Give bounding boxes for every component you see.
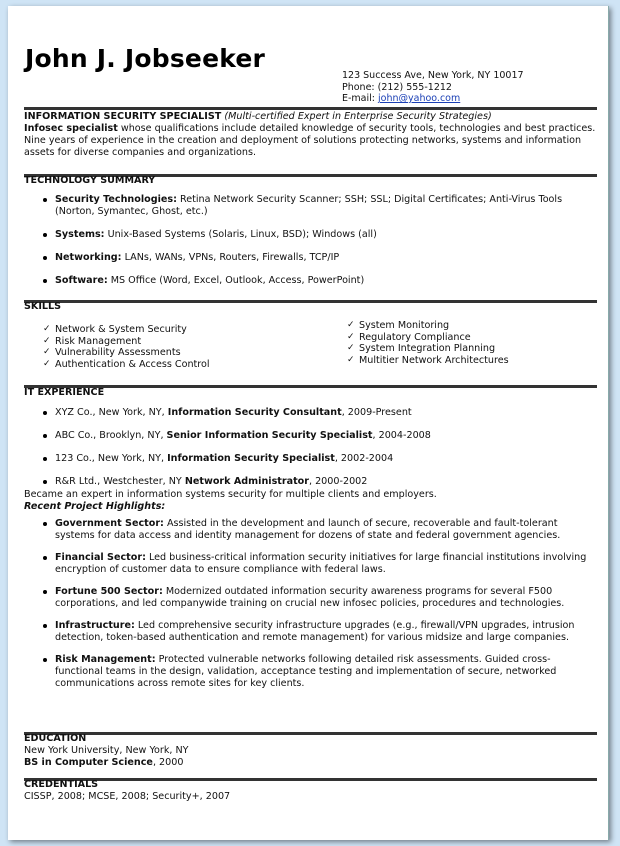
item-text: LANs, WANs, VPNs, Routers, Firewalls, TCP/IP [121,252,340,263]
job-dates: , 2000-2002 [308,476,368,487]
job-dates: , 2004-2008 [372,430,431,441]
summary-section [24,111,596,159]
education-year: , 2000 [152,757,184,768]
job-company: XYZ Co., New York, NY, [55,407,168,418]
email-link[interactable]: john@yahoo.com [378,93,461,105]
skill-item: ✓ Network & System Security [43,324,210,336]
skill-item: ✓ Multitier Network Architectures [347,355,509,367]
highlight-label: Infrastructure: [55,620,135,631]
contact-phone: Phone: (212) 555-1212 [342,81,452,93]
job-list [24,407,596,488]
contact-block [342,70,524,105]
list-item [24,275,596,287]
role-title: INFORMATION SECURITY SPECIALIST [24,111,222,122]
list-item [24,194,596,218]
highlights-list [24,518,596,690]
education-school: New York University, New York, NY [24,745,189,756]
list-item [24,252,596,264]
credentials-text: CISSP, 2008; MCSE, 2008; Security+, 2007 [24,791,231,802]
item-label: Networking: [55,252,122,263]
highlight-item [24,654,596,690]
skill-item: ✓ System Integration Planning [347,343,509,355]
job-title: Information Security Specialist [167,453,335,464]
skill-item: ✓ System Monitoring [347,320,509,332]
section-heading: IT EXPERIENCE [24,387,105,398]
summary-body: whose qualifications include detailed knowledge of security tools, technologies and best practices. Nine years of experience in the creation and deployment of solutions protecting networks, systems and information assets for diverse companies and organizations. [24,123,596,158]
highlight-item [24,552,596,576]
job-dates: , 2009-Present [341,407,412,418]
item-text: Retina Network Security Scanner; SSH; SSL; Digital Certificates; Anti-Virus Tools (Norton, Symantec, Ghost, etc.) [55,194,563,217]
skill-item: ✓ Authentication & Access Control [43,359,210,371]
item-label: Software: [55,275,108,286]
skill-item: ✓ Risk Management [43,336,210,348]
job-title: Senior Information Security Specialist [166,430,373,441]
highlight-label: Risk Management: [55,654,156,665]
job-company: ABC Co., Brooklyn, NY, [55,430,167,441]
summary-lead: Infosec specialist [24,123,118,134]
credentials-section [24,779,596,803]
highlight-text: Led comprehensive security infrastructure upgrades (e.g., firewall/VPN upgrades, intrusion detection, token-based authentication and remote management) for various midsize and large companies. [55,620,575,643]
contact-email-line [342,93,524,105]
contact-address: 123 Success Ave, New York, NY 10017 [342,70,524,81]
skills-left-list [43,324,210,371]
role-tagline: (Multi-certified Expert in Enterprise Security Strategies) [224,111,492,122]
item-label: Security Technologies: [55,194,177,205]
expert-line: Became an expert in information systems security for multiple clients and employers. [24,489,437,500]
item-text: MS Office (Word, Excel, Outlook, Access, PowerPoint) [107,275,365,286]
highlights-heading: Recent Project Highlights: [24,501,166,512]
highlight-label: Financial Sector: [55,552,146,563]
skills-right-list [347,320,509,367]
list-item [24,229,596,241]
title-line [24,111,596,123]
highlight-label: Government Sector: [55,518,164,529]
job-dates: , 2002-2004 [334,453,394,464]
skills-section [24,301,596,313]
item-text: Unix-Based Systems (Solaris, Linux, BSD); Windows (all) [104,229,377,240]
job-item [24,407,596,419]
section-heading: SKILLS [24,301,62,312]
item-label: Systems: [55,229,105,240]
highlight-text: Assisted in the development and launch of secure, recoverable and fault-tolerant systems for data access and identity management for dozens of state and federal government agencies. [55,518,561,541]
summary-text [24,123,596,159]
highlight-text: Led business-critical information security initiatives for large financial institutions involving encryption of customer data to ensure compliance with federal laws. [55,552,587,575]
email-label: E-mail: [342,93,379,105]
candidate-name: John J. Jobseeker [25,44,266,73]
job-company: R&R Ltd., Westchester, NY [55,476,185,487]
job-company: 123 Co., New York, NY, [55,453,168,464]
highlight-item [24,586,596,610]
highlight-label: Fortune 500 Sector: [55,586,163,597]
education-degree-line [24,757,596,769]
section-heading: TECHNOLOGY SUMMARY [24,175,156,186]
section-heading: CREDENTIALS [24,779,99,790]
skill-item: ✓ Vulnerability Assessments [43,347,210,359]
divider [24,107,597,110]
skill-item: ✓ Regulatory Compliance [347,332,509,344]
experience-section [24,387,596,690]
job-item [24,476,596,488]
job-item [24,430,596,442]
section-heading: EDUCATION [24,733,87,744]
job-title: Information Security Consultant [167,407,342,418]
highlight-text: Protected vulnerable networks following detailed risk assessments. Guided cross-functional teams in the design, validation, acceptance testing and implementation of secure, networked communications across remote sites for key clients. [55,654,557,689]
highlight-text: Modernized outdated information security awareness programs for several F500 corporations, and led companywide training on crucial new infosec policies, procedures and technologies. [55,586,565,609]
education-section [24,733,596,769]
highlight-item [24,620,596,644]
highlight-item [24,518,596,542]
tech-list [24,194,596,287]
job-title: Network Administrator [184,476,309,487]
job-item [24,453,596,465]
resume-page [8,6,609,840]
technology-section [24,175,596,287]
education-degree: BS in Computer Science [24,757,153,768]
